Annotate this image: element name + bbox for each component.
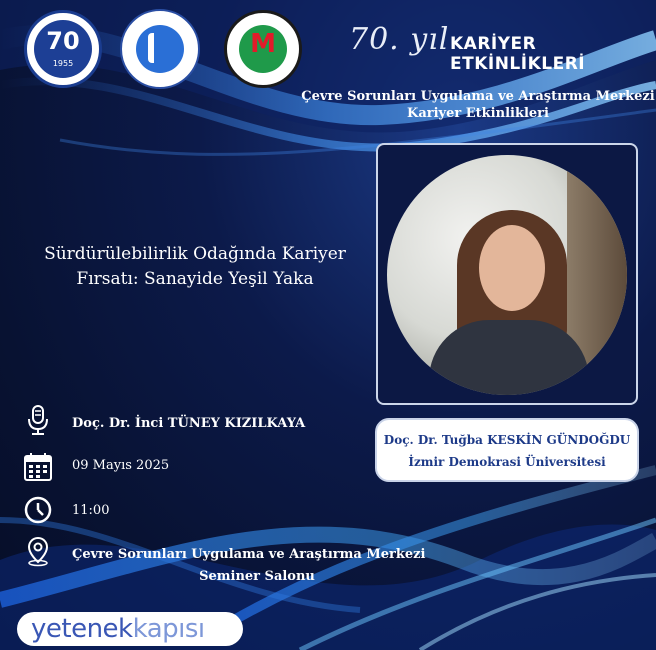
event-title-line2: Fırsatı: Sanayide Yeşil Yaka bbox=[76, 269, 314, 289]
event-date: 09 Mayıs 2025 bbox=[72, 458, 170, 473]
anniversary-label: 70. yıl bbox=[349, 22, 450, 57]
location-line2: Seminer Salonu bbox=[199, 569, 315, 584]
event-time: 11:00 bbox=[72, 503, 110, 518]
brand-part1: yetenek bbox=[31, 614, 133, 644]
speaker-card bbox=[375, 418, 639, 482]
brand-logo bbox=[17, 612, 243, 646]
logo-letter: M bbox=[250, 29, 276, 59]
brand-wordmark bbox=[31, 614, 205, 644]
event-title-line1: Sürdürülebilirlik Odağında Kariyer bbox=[44, 244, 346, 264]
ege-university-logo bbox=[24, 10, 102, 88]
speaker-institution: İzmir Demokrasi Üniversitesi bbox=[408, 455, 606, 469]
event-title bbox=[20, 242, 370, 292]
center-subtitle: Kariyer Etkinlikleri bbox=[407, 106, 549, 121]
career-center-logo bbox=[120, 9, 200, 89]
clock-icon bbox=[22, 494, 54, 526]
logo-year: 1955 bbox=[52, 59, 74, 68]
moderator-name: Doç. Dr. İnci TÜNEY KIZILKAYA bbox=[72, 416, 306, 431]
speaker-name: Doç. Dr. Tuğba KESKİN GÜNDOĞDU bbox=[383, 433, 631, 447]
calendar-icon bbox=[22, 451, 54, 483]
speaker-photo-frame bbox=[376, 143, 638, 405]
logo-number: 70 bbox=[46, 27, 80, 55]
center-name: Çevre Sorunları Uygulama ve Araştırma Merkezi bbox=[301, 89, 655, 104]
environment-center-logo bbox=[224, 10, 302, 88]
location-line1: Çevre Sorunları Uygulama ve Araştırma Merkezi bbox=[72, 547, 426, 562]
speaker-photo bbox=[387, 155, 627, 395]
brand-part2: kapısı bbox=[132, 614, 205, 644]
header-title: KARİYER ETKİNLİKLERİ bbox=[450, 34, 586, 74]
location-pin-icon bbox=[22, 535, 54, 567]
microphone-icon bbox=[22, 404, 54, 436]
